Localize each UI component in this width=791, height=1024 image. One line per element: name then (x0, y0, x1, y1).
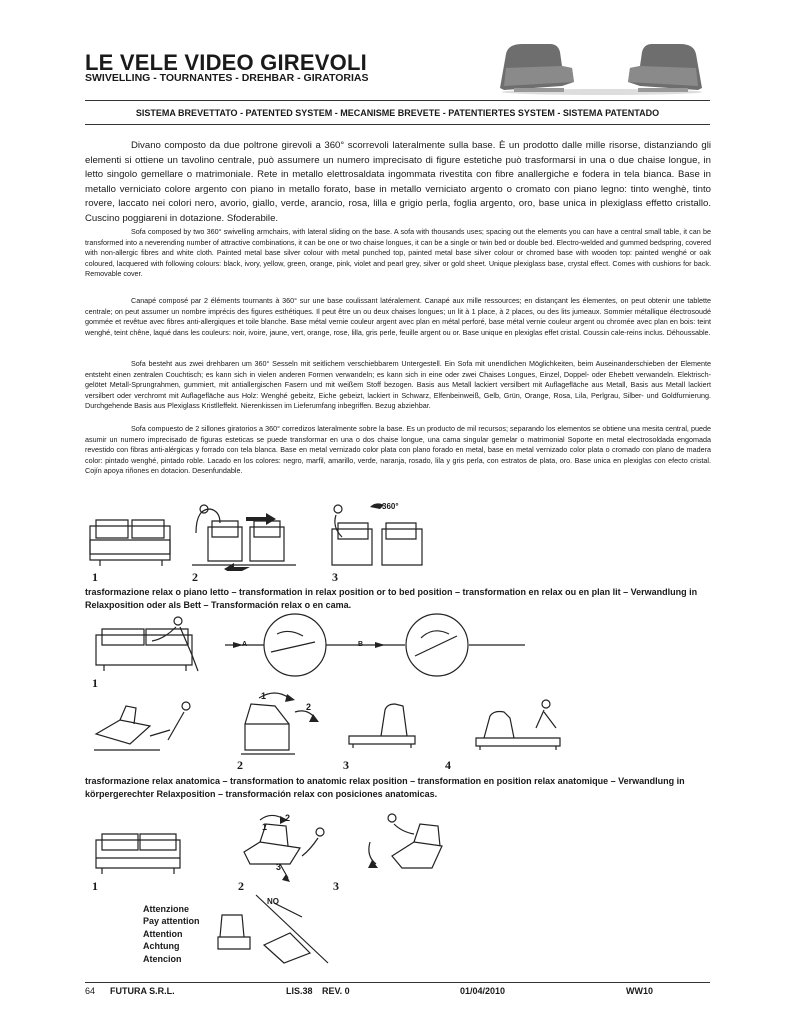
detail-step-number: 3 (343, 758, 349, 772)
callout-b: B (358, 641, 364, 648)
description-english: Sofa composed by two 360° swivelling armchairs, with lateral sliding on the base. A sofa with thousands uses; spacing out the elements you can have a central small table, it can be transformed into a neverending number of attractive combinations, it can be one or two chaise longues, it can be a single or twin bed or double bed. Electro-welded and gummed bedspring, covered with non-allergic fibres and white cloth. Painted metal base silver colour with metal punched top, painted metal base silver colour or chromed base with wooden top: painted wenghé or oak coloured, lacquered with following colours: black, ivory, yellow, green, orange, pink, violet and pearl grey, silver or gold sheet. Unique plexiglass base, crystal effect. Comes with cushions for back. Removable cover. (85, 227, 711, 279)
chair-rotate-illustration (235, 688, 330, 758)
company-name: FUTURA S.R.L. (110, 986, 175, 996)
rotate-arrow-number: 1 (261, 691, 267, 701)
warning-line: Achtung (143, 941, 180, 952)
detail-callout-illustration (225, 612, 645, 678)
relax-bed-caption: trasformazione relax o piano letto – transformation in relax position or to bed position – transformation en relax ou en plan lit – Verwandlung in Relaxposition oder als Bett – Transformación relax o en cama. (85, 587, 698, 610)
warning-line: Atencion (143, 953, 182, 964)
product-photo (492, 36, 710, 96)
sofa-closed-illustration (86, 512, 176, 570)
description-french: Canapé composé par 2 éléments tournants à 360° sur une base coulissant latéralement. Canapé aux mille ressources; en distançant les élementes, on peut obtenir une tablette centrale; on peut assumer un nombre imprécis des figures esthétiques. Il peut être un ou deux chaises longues; un lit à 1 place, à 2 places, ou des lits jumeaux. Sommier métallique électrosoudé gommée et revêtue avec fibres anti-allergiques et toile blanche. Base métal vernie couleur argent avec plan en métal perforé, base métal vernie couleur argent ou chromée avec plan en bois: teint wenghé, teint chêne, laqué dans les couleurs: noir, ivoire, jaune, vert, orange, rose, lilla, gris perle, feuille argent ou or. Base unique en plexiglas effet cristal. Coussin cale-reins inclus. Déhoussable. (85, 296, 711, 337)
anatomic-step-number: 1 (92, 879, 98, 893)
warning-line: Attenzione (143, 904, 189, 914)
warning-text (143, 903, 200, 965)
bed-illustration (470, 698, 580, 754)
anatomic-relax-illustration (362, 812, 462, 882)
chaise-longue-illustration (345, 700, 435, 750)
sofa-front-illustration (90, 828, 190, 878)
detail-step-number: 4 (445, 758, 451, 772)
chair-recline-illustration (90, 700, 200, 756)
anatomic-caption: trasformazione relax anatomica – transformation to anatomic relax position – transformation en position relax anatomique – Verwandlung in körpergerechter Relaxposition – transformación relax con posiciones anatomicas. (85, 776, 685, 799)
detail-step-number: 1 (92, 676, 98, 690)
warning-line: Attention (143, 928, 183, 939)
sofa-sliding-illustration (190, 503, 300, 571)
list-number: LIS.38 (286, 986, 313, 996)
callout-a: A (242, 641, 248, 648)
adjust-arrow-number: 3 (276, 862, 282, 872)
detail-step-number: 2 (237, 758, 243, 772)
patent-divider (85, 124, 710, 125)
date: 01/04/2010 (460, 986, 506, 996)
sofa-rotate-illustration (322, 497, 434, 573)
description-italian: Divano composto da due poltrone girevoli a 360° scorrevoli lateralmente sulla base. È un prodotto dalle mille risorse, distanziando gli elementi si ottiene un tavolino centrale, può assumere un numero imprecisato di figure estetiche può trasformarsi in una o due chaise longue, in letto singolo gemellare o matrimoniale. Rete in metallo elettrosaldata ingommata rivestita con fibre anallergiche e fodera in tela bianca. Base in metallo verniciato colore argento con piano in metallo forato, base in metallo verniciato argento o cromato con piano legno: tinto wenghè, tinto rovere, laccato nei colori nero, avorio, giallo, verde, arancio, rosa, lilla e grigio perla, foglia argento, oro, base unica in plexiglass effetto cristallo. Cuscino poggiareni in dotazione. Sfoderabile. (85, 140, 711, 224)
relax-step-number: 1 (92, 570, 98, 584)
anatomic-step-number: 2 (238, 879, 244, 893)
description-spanish: Sofa compuesto de 2 sillones giratorios a 360° corredizos lateralmente sobre la base. Es un producto de mil recursos; separando los elementos se obtiene una mesita central, puede asumir un numero imprecisado de figuras esteticas se puede transformar en una o dos chaise longue, una cama singular gemelar o matrimonial Soporte en metal electrosoldada engomada revestido con fibras anti-alérgicas y forrado con tela blanca. Base en metal vernizado color plata con plano forado en metal, base en metal vernizado color plata o cromado con plano de madera color: pintado wenghé, pintado roble. Lacado en los colores: negro, marfil, amarillo, verde, naranja, rosado, lila y gris perla, con estratos de plata, oro. Base unica en plexiglas con efecto cristal. Cojín apoya riñones en dotacion. Desenfundable. (85, 424, 711, 476)
rotate-arrow-number: 2 (306, 702, 312, 712)
relax-step-number: 2 (192, 570, 198, 584)
sofa-lift-illustration (92, 615, 214, 675)
no-label: NO (267, 897, 279, 906)
page-subtitle: SWIVELLING - TOURNANTES - DREHBAR - GIRATORIAS (85, 72, 369, 84)
page-number: 64 (85, 986, 96, 996)
header-divider (85, 100, 710, 101)
footer-divider (85, 982, 710, 983)
rotation-label: 360° (382, 502, 399, 511)
catalog-code: WW10 (626, 986, 653, 996)
patent-line: SISTEMA BREVETTATO - PATENTED SYSTEM - MECANISME BREVETE - PATENTIERTES SYSTEM - SISTEMA PATENTADO (135, 108, 660, 118)
anatomic-step-number: 3 (333, 879, 339, 893)
relax-step-number: 3 (332, 570, 338, 584)
adjust-arrow-number: 1 (262, 822, 268, 832)
description-german: Sofa besteht aus zwei drehbaren um 360° Sesseln mit seitlichem verschiebbarem Untergestell. Ein Sofa mit unendlichen Möglichkeiten, beim Auseinanderschieben der Elemente entsteht einen zentralen Couchtisch; es kann sich in vielen anderen Formen verwandeln; es kann sich in eine oder zwei Chaises Longues, Einzel, Doppel- oder Ehebett verwandeln. Elektrisch-gelötet Metall-Sprungrahmen, gummiert, mit antiallergischen Fasern und mit weißem Stoff bezogen. Basis aus Metall lackiert versilbert mit Auflagefläche aus Metall, Basis aus Metall lackiert versilbert oder verchromt mit Auflagefläche aus Holz: Wenghé gebeitz, Eiche gebeizt, lackiert in Schwarz, Elfenbeinweiß, Gelb, Grün, Orange, Rosa, Lila, Perlgrau, Silber- und Goldfurnierung. Durchgehende Basis aus Plexiglass Kristlleffekt. Nierenkissen im Lieferumfang inbegriffen. Bezug abziehbar. (85, 359, 711, 411)
adjust-arrow-number: 2 (285, 813, 291, 823)
revision: REV. 0 (322, 986, 350, 996)
page-title: LE VELE VIDEO GIREVOLI (85, 50, 367, 75)
warning-line: Pay attention (143, 916, 200, 927)
